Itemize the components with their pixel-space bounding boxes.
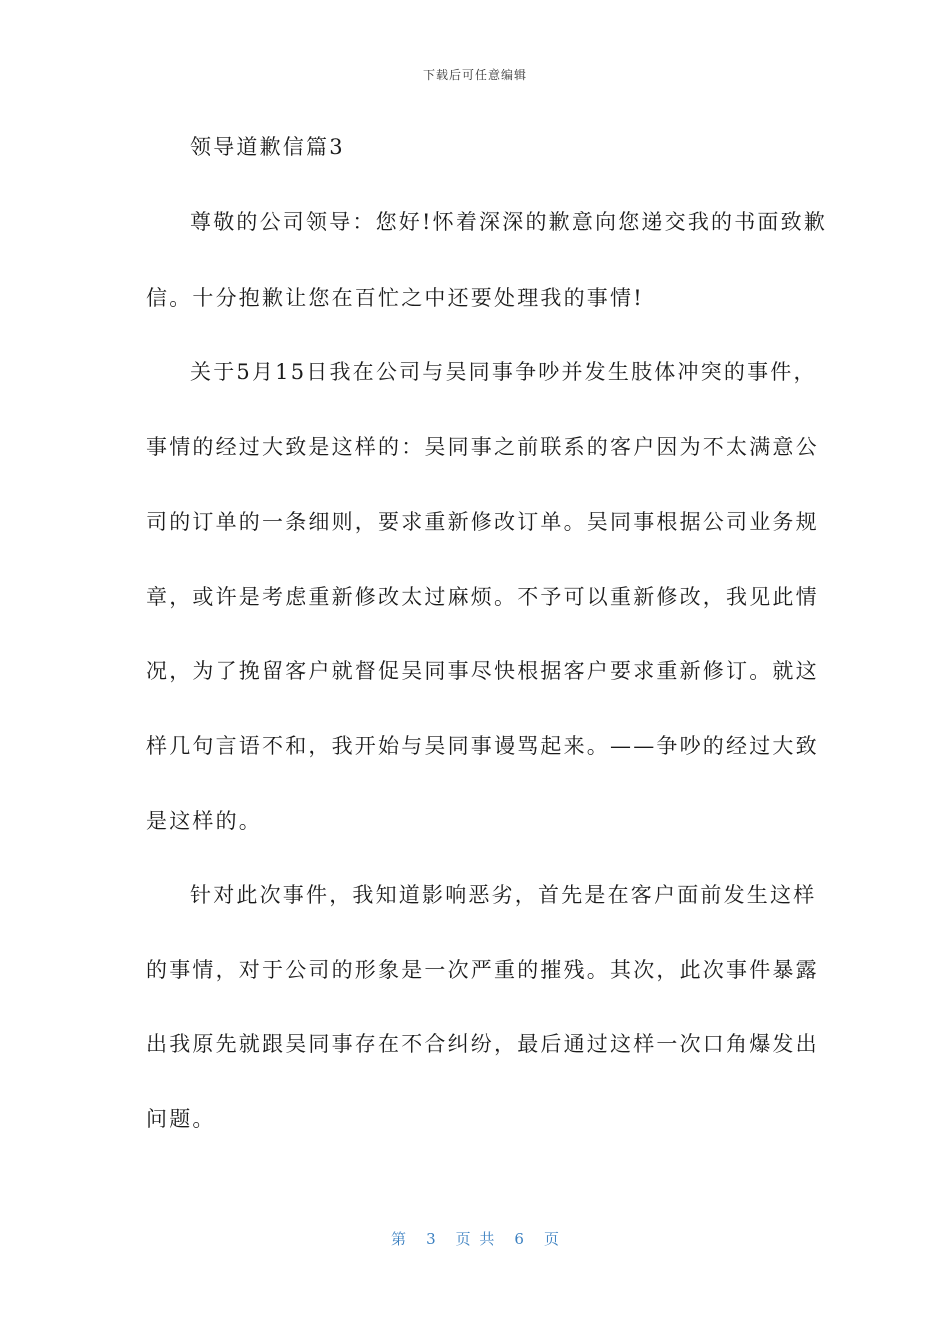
paragraph-line: 关于5月15日我在公司与吴同事争吵并发生肢体冲突的事件， xyxy=(190,360,817,384)
footer-suffix: 页 xyxy=(543,1230,559,1248)
paragraph-line: 问题。 xyxy=(146,1107,216,1131)
footer-current-page: 3 xyxy=(426,1230,436,1248)
paragraph-line: 尊敬的公司领导：您好!怀着深深的歉意向您递交我的书面致歉 xyxy=(190,210,828,234)
paragraph-line: 样几句言语不和，我开始与吴同事谩骂起来。——争吵的经过大致 xyxy=(146,734,819,758)
footer-total-pages: 6 xyxy=(514,1230,524,1248)
paragraph-line: 是这样的。 xyxy=(146,809,262,833)
paragraph-line: 信。十分抱歉让您在百忙之中还要处理我的事情! xyxy=(146,286,644,310)
paragraph-line: 况，为了挽留客户就督促吴同事尽快根据客户要求重新修订。就这 xyxy=(146,659,819,683)
paragraph-line: 事情的经过大致是这样的：吴同事之前联系的客户因为不太满意公 xyxy=(146,435,819,459)
page-footer xyxy=(0,1228,950,1249)
paragraph-line: 的事情，对于公司的形象是一次严重的摧残。其次，此次事件暴露 xyxy=(146,958,819,982)
footer-middle: 页 共 xyxy=(455,1230,495,1248)
footer-prefix: 第 xyxy=(391,1230,407,1248)
paragraph-line: 章，或许是考虑重新修改太过麻烦。不予可以重新修改，我见此情 xyxy=(146,585,819,609)
letter-title: 领导道歉信篇3 xyxy=(190,135,345,159)
paragraph-line: 针对此次事件，我知道影响恶劣，首先是在客户面前发生这样 xyxy=(190,883,817,907)
page-header-note: 下载后可任意编辑 xyxy=(422,68,527,82)
paragraph-line: 司的订单的一条细则，要求重新修改订单。吴同事根据公司业务规 xyxy=(146,510,819,534)
paragraph-line: 出我原先就跟吴同事存在不合纠纷，最后通过这样一次口角爆发出 xyxy=(146,1032,819,1056)
